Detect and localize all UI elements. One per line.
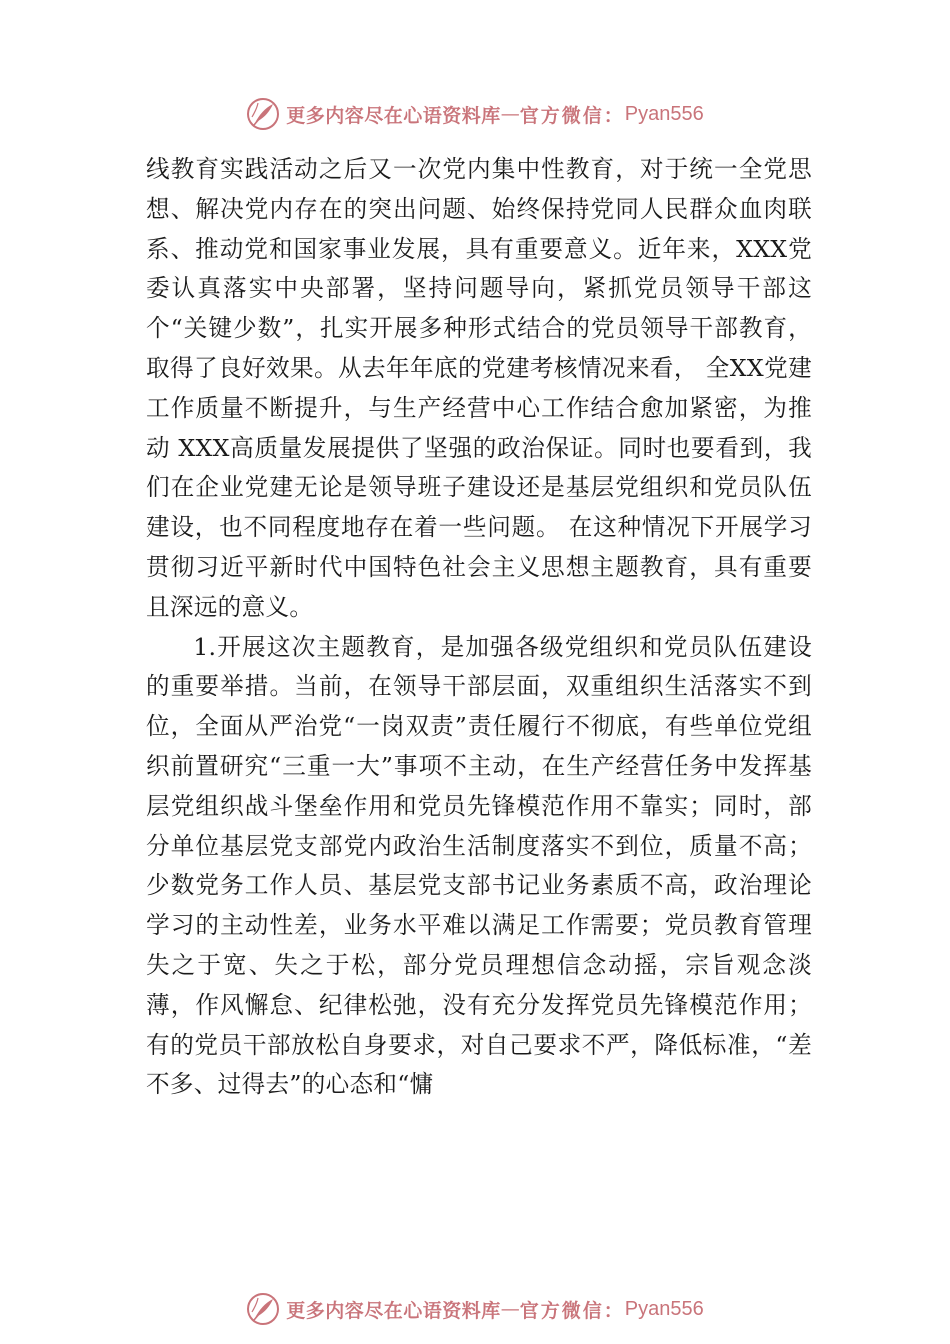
footer-banner xyxy=(0,1289,950,1329)
banner-title: 更多内容尽在心语资料库 xyxy=(286,104,501,127)
banner-wechat-id: Pyan556 xyxy=(624,1297,704,1320)
banner-wechat-label: 官方微信： xyxy=(519,104,625,127)
header-banner xyxy=(0,94,950,134)
pen-feather-logo-icon xyxy=(246,1292,280,1326)
document-body xyxy=(146,150,812,1105)
paragraph-section-1: 1.开展这次主题教育，是加强各级党组织和党员队伍建设的重要举措。当前，在领导干部层面，双重组织生活落实不到位，全面从严治党“一岗双责”责任履行不彻底，有些单位党组织前置研究“三重一大”事项不主动，在生产经营任务中发挥基层党组织战斗堡垒作用和党员先锋模范作用不靠实；同时，部分单位基层党支部党内政治生活制度落实不到位，质量不高；少数党务工作人员、基层党支部书记业务素质不高，政治理论学习的主动性差，业务水平难以满足工作需要；党员教育管理失之于宽、失之于松，部分党员理想信念动摇，宗旨观念淡薄，作风懈怠、纪律松弛，没有充分发挥党员先锋模范作用；有的党员干部放松自身要求，对自己要求不严，降低标准，“差不多、过得去”的心态和“慵 xyxy=(146,632,812,1099)
banner-wechat-id: Pyan556 xyxy=(624,102,704,125)
banner-separator: — xyxy=(500,1298,520,1320)
pen-feather-logo-icon xyxy=(246,97,280,131)
banner-title: 更多内容尽在心语资料库 xyxy=(286,1299,501,1322)
paragraph-continuation: 线教育实践活动之后又一次党内集中性教育，对于统一全党思想、解决党内存在的突出问题、始终保持党同人民群众血肉联系、推动党和国家事业发展，具有重要意义。近年来，XXX党委认真落实中央部署，坚持问题导向，紧抓党员领导干部这个“关键少数”，扎实开展多种形式结合的党员领导干部教育，取得了良好效果。从去年年底的党建考核情况来看， 全XX党建工作质量不断提升，与生产经营中心工作结合愈加紧密，为推动 XXX高质量发展提供了坚强的政治保证。同时也要看到，我们在企业党建无论是领导班子建设还是基层党组织和党员队伍建设，也不同程度地存在着一些问题。 在这种情况下开展学习贯彻习近平新时代中国特色社会主义思想主题教育，具有重要且深远的意义。 xyxy=(146,155,812,621)
banner-separator: — xyxy=(500,103,520,125)
banner-wechat-label: 官方微信： xyxy=(519,1299,625,1322)
